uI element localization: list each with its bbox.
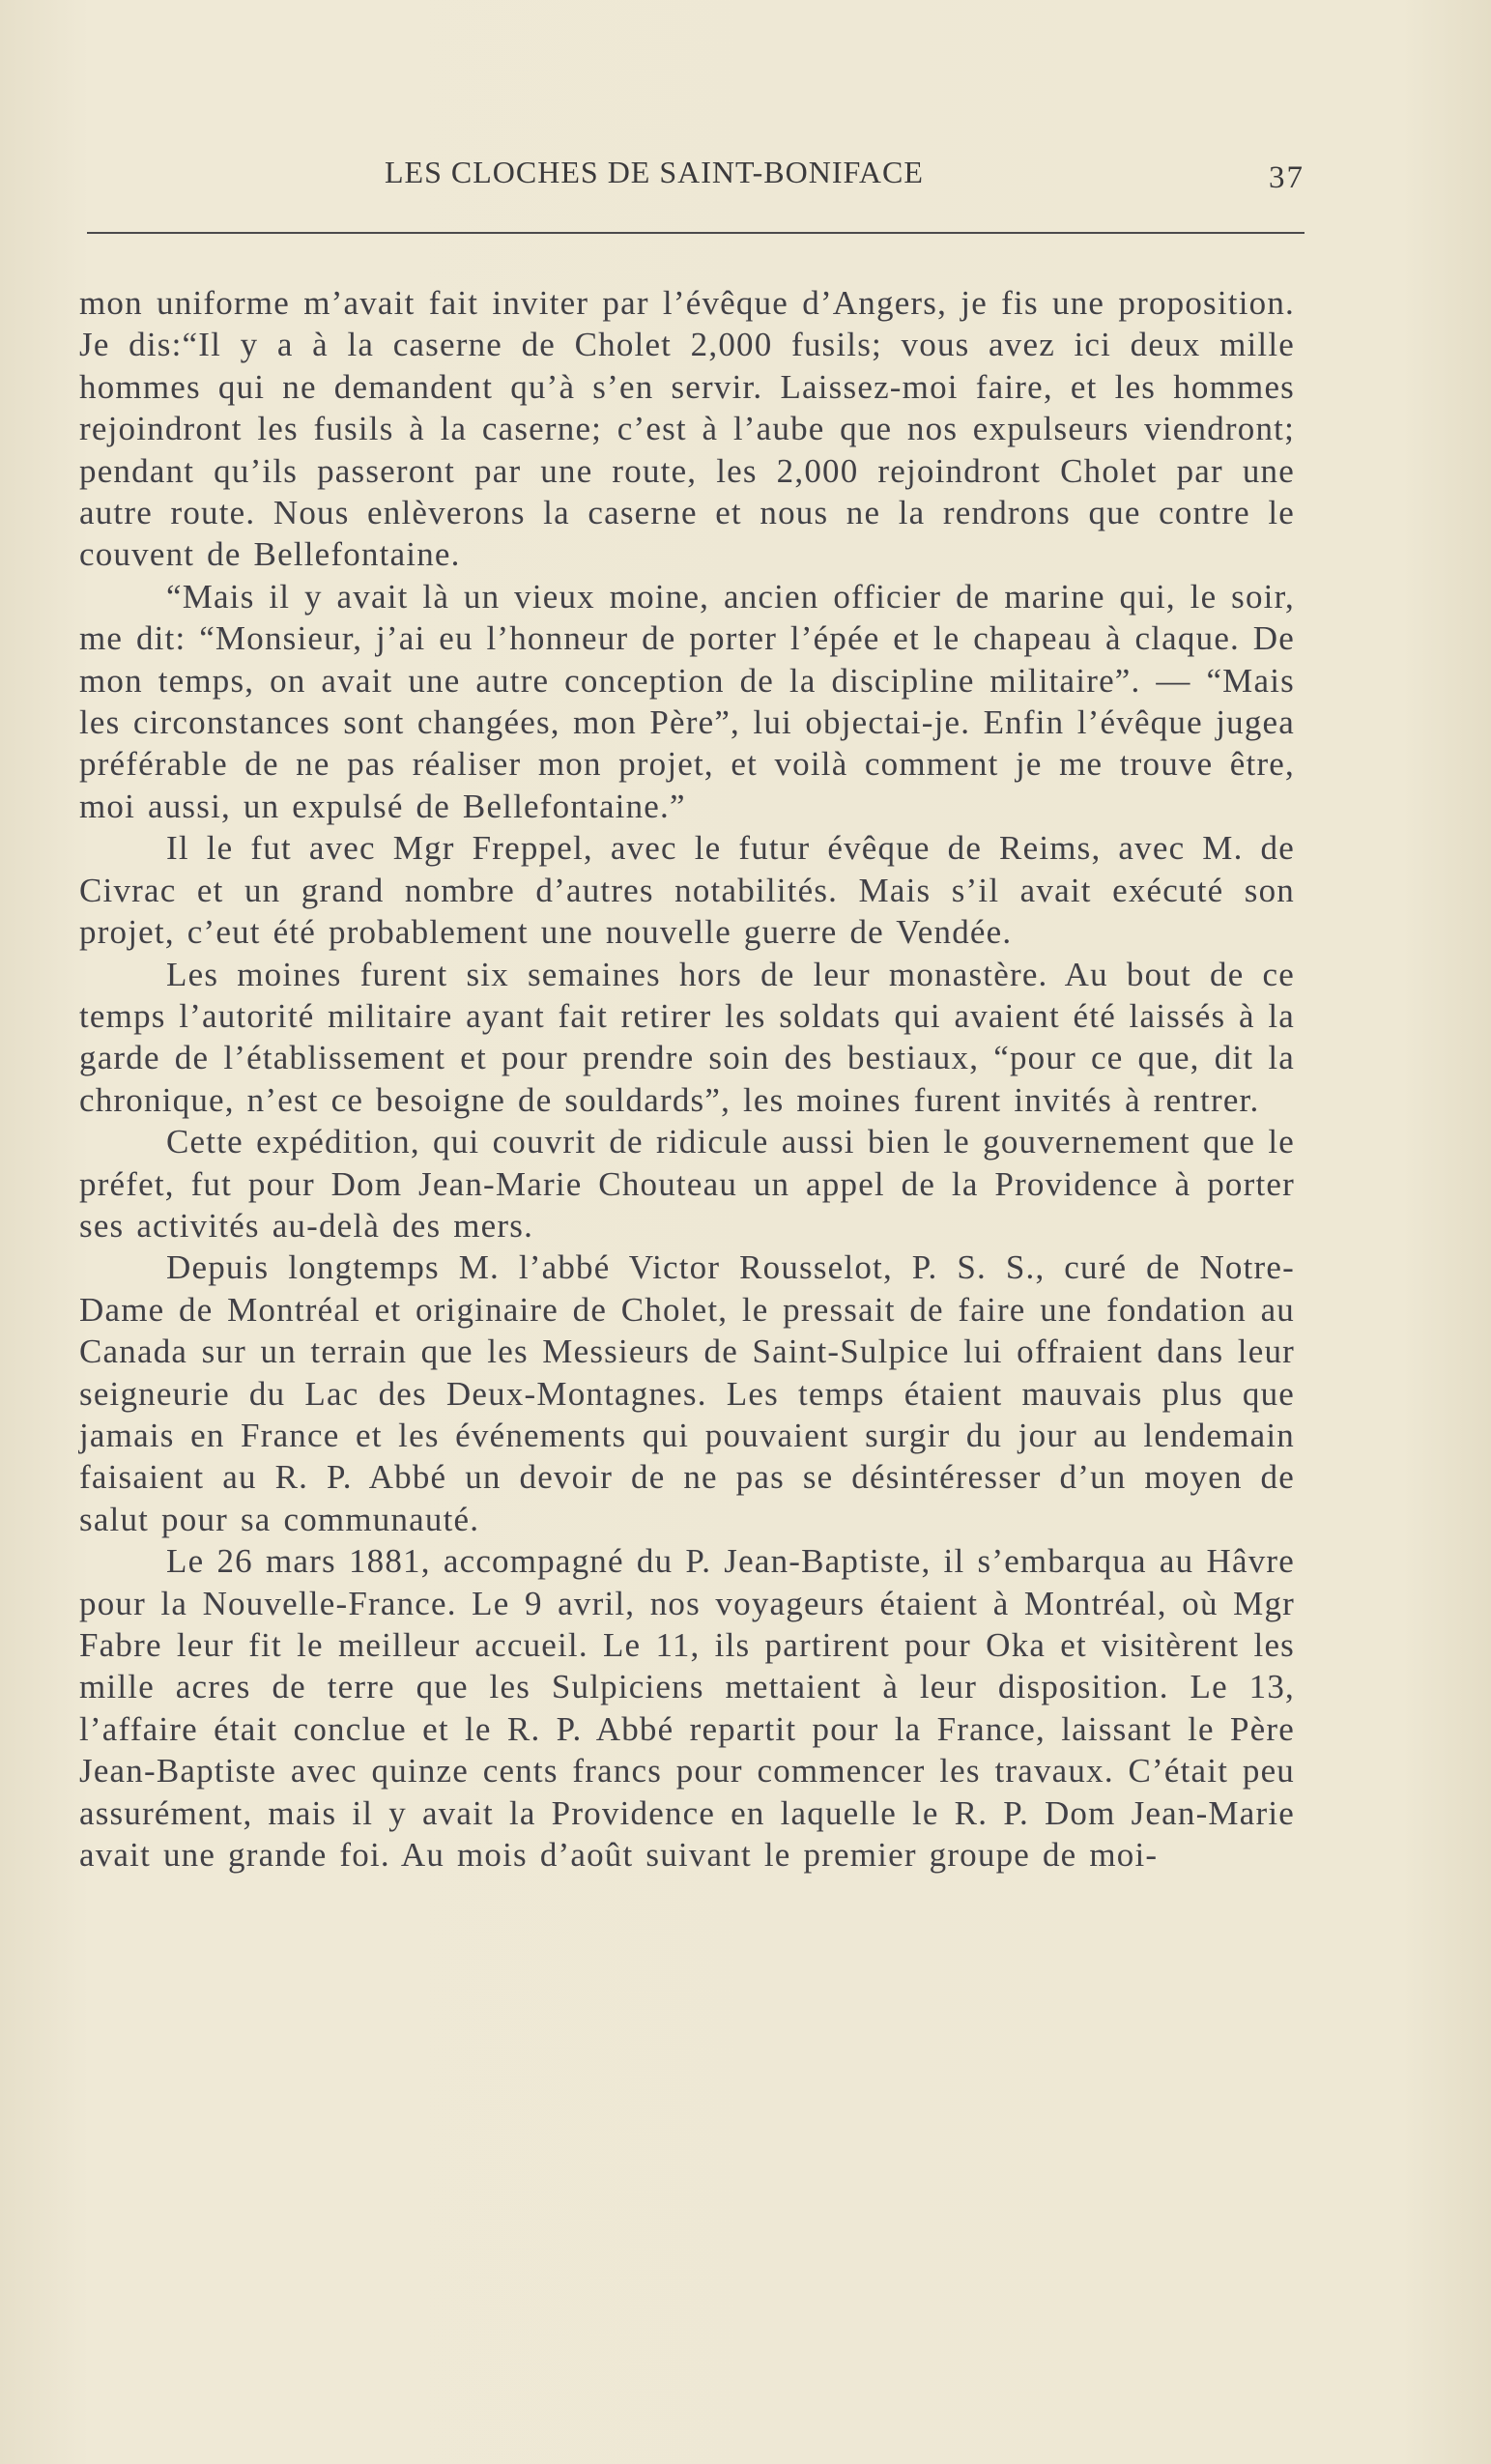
paragraph-2: “Mais il y avait là un vieux moine, ancien officier de marine qui, le soir, me dit: “Monsieur, j’ai eu l’honneur de porter l’épée et le chapeau à claque. De mon temps, on avait une autre conception de la discipline militaire”. — “Mais les circonstances sont changées, mon Père”, lui objectai-je. Enfin l’évêque jugea préférable de ne pas réaliser mon projet, et voilà comment je me trouve être, moi aussi, un expulsé de Bellefontaine.”	[79, 577, 1295, 825]
body-text	[79, 282, 1295, 1876]
paragraph-6: Depuis longtemps M. l’abbé Victor Rousselot, P. S. S., curé de Notre-Dame de Montréal et originaire de Cholet, le pressait de faire une fondation au Canada sur un terrain que les Messieurs de Saint-Sulpice lui offraient dans leur seigneurie du Lac des Deux-Montagnes. Les temps étaient mauvais plus que jamais en France et les événements qui pouvaient surgir du jour au lendemain faisaient au R. P. Abbé un devoir de ne pas se désintéresser d’un moyen de salut pour sa communauté.	[79, 1248, 1295, 1538]
paragraph-4: Les moines furent six semaines hors de leur monastère. Au bout de ce temps l’autorité militaire ayant fait retirer les soldats qui avaient été laissés à la garde de l’établissement et pour prendre soin des bestiaux, “pour ce que, dit la chronique, n’est ce besoigne de souldards”, les moines furent invités à rentrer.	[79, 955, 1295, 1119]
paragraph-7: Le 26 mars 1881, accompagné du P. Jean-Baptiste, il s’embarqua au Hâvre pour la Nouvelle-France. Le 9 avril, nos voyageurs étaient à Montréal, où Mgr Fabre leur fit le meilleur accueil. Le 11, ils partirent pour Oka et visitèrent les mille acres de terre que les Sulpiciens mettaient à leur disposition. Le 13, l’affaire était conclue et le R. P. Abbé repartit pour la France, laissant le Père Jean-Baptiste avec quinze cents francs pour commencer les travaux. C’était peu assurément, mais il y avait la Providence en laquelle le R. P. Dom Jean-Marie avait une grande foi. Au mois d’août suivant le premier groupe de moi-	[79, 1542, 1295, 1875]
page-number: 37	[1269, 160, 1305, 195]
running-title: LES CLOCHES DE SAINT-BONIFACE	[385, 155, 924, 189]
header-rule	[87, 232, 1305, 234]
paragraph-3: Il le fut avec Mgr Freppel, avec le futur évêque de Reims, avec M. de Civrac et un grand nombre d’autres notabilités. Mais s’il avait exécuté son projet, c’eut été probablement une nouvelle guerre de Vendée.	[79, 829, 1295, 952]
paragraph-5: Cette expédition, qui couvrit de ridicule aussi bien le gouvernement que le préfet, fut pour Dom Jean-Marie Chouteau un appel de la Providence à porter ses activités au-delà des mers.	[79, 1123, 1295, 1245]
paragraph-1: mon uniforme m’avait fait inviter par l’évêque d’Angers, je fis une proposition. Je dis:“Il y a à la caserne de Cholet 2,000 fusils; vous avez ici deux mille hommes qui ne demandent qu’à s’en servir. Laissez-moi faire, et les hommes rejoindront les fusils à la caserne; c’est à l’aube que nos expulseurs viendront; pendant qu’ils passeront par une route, les 2,000 rejoindront Cholet par une autre route. Nous enlèverons la caserne et nous ne la rendrons que contre le couvent de Bellefontaine.	[79, 284, 1295, 574]
running-head	[87, 155, 1305, 203]
